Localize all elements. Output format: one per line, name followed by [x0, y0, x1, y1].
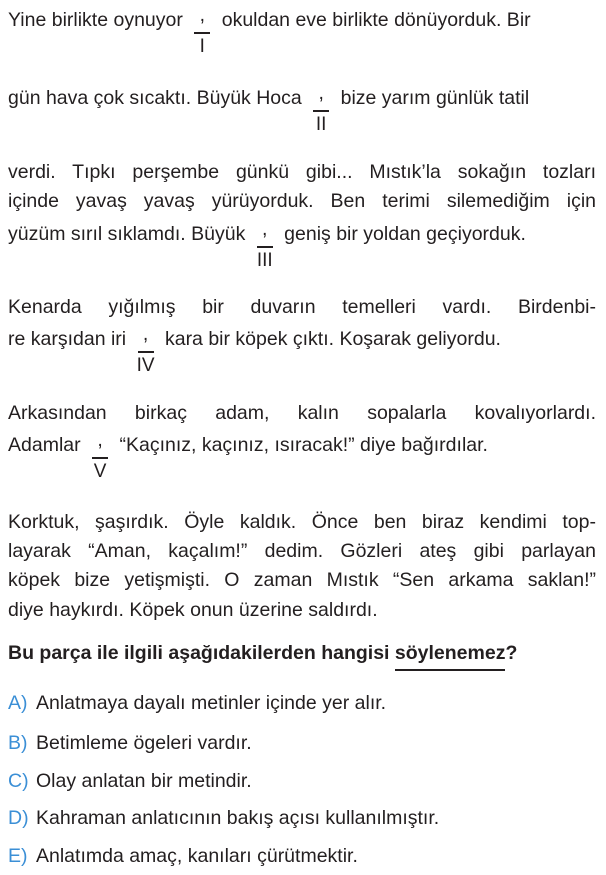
option-text: Anlatmaya dayalı metinler içinde yer alır.	[36, 692, 387, 714]
option-text: Betimleme ögeleri vardır.	[36, 732, 252, 754]
comma-mark: ,	[97, 429, 103, 451]
passage-text: Adamlar	[8, 434, 81, 456]
passage-line-4: içinde yavaş yavaş yürüyorduk. Ben terimi silemediğim için	[8, 190, 596, 212]
question-negative-word: söylenemez	[394, 642, 506, 664]
option-text: Olay anlatan bir metindir.	[36, 770, 252, 792]
passage-line-11: layarak “Aman, kaçalım!” dedim. Gözleri ateş gibi parlayan	[8, 540, 596, 562]
blank-rule	[257, 246, 273, 248]
passage-text: geniş bir yoldan geçiyorduk.	[284, 223, 526, 245]
passage-line-9	[8, 429, 596, 482]
option-d[interactable]	[8, 805, 439, 831]
option-b[interactable]	[8, 730, 252, 756]
comma-mark: ,	[142, 323, 149, 345]
passage-line-1	[8, 4, 596, 57]
blank-number: I	[199, 36, 205, 57]
passage-text: gün hava çok sıcaktı. Büyük Hoca	[8, 87, 302, 109]
passage-line-3: verdi. Tıpkı perşembe günkü gibi... Mıstık’la sokağın tozları	[8, 161, 596, 183]
passage-line-8: Arkasından birkaç adam, kalın sopalarla kovalıyorlardı.	[8, 402, 596, 424]
blank-rule	[92, 457, 108, 459]
blank-number: IV	[136, 355, 155, 376]
blank-rule	[194, 32, 210, 34]
option-a[interactable]	[8, 690, 386, 716]
passage-line-10: Korktuk, şaşırdık. Öyle kaldık. Önce ben biraz kendimi top-	[8, 511, 596, 533]
option-text: Anlatımda amaç, kanıları çürütmektir.	[36, 845, 358, 867]
passage-line-6: Kenarda yığılmış bir duvarın temelleri vardı. Birdenbi-	[8, 296, 596, 318]
comma-mark: ,	[262, 218, 268, 240]
blank-number: II	[315, 114, 327, 135]
option-letter: D)	[8, 807, 29, 829]
passage-text: re karşıdan iri	[8, 328, 127, 350]
option-letter: A)	[8, 692, 28, 714]
option-e[interactable]	[8, 843, 358, 869]
passage-text: kara bir köpek çıktı. Koşarak geliyordu.	[164, 328, 501, 350]
blank-marker-iii	[255, 218, 275, 271]
option-letter: C)	[8, 770, 29, 792]
passage-line-12: köpek bize yetişmişti. O zaman Mıstık “Sen arkama saklan!”	[8, 569, 596, 591]
question-stem	[8, 640, 598, 666]
option-letter: B)	[8, 732, 28, 754]
passage-line-13: diye haykırdı. Köpek onun üzerine saldırdı.	[8, 599, 378, 621]
passage-text: Yine birlikte oynuyor	[8, 9, 183, 31]
passage-text: bize yarım günlük tatil	[340, 87, 530, 109]
blank-number: V	[93, 461, 107, 482]
blank-marker-v	[90, 429, 110, 482]
option-c[interactable]	[8, 768, 252, 794]
passage-text: “Kaçınız, kaçınız, ısıracak!” diye bağırdılar.	[119, 434, 488, 456]
comma-mark: ,	[199, 4, 205, 26]
comma-mark: ,	[318, 82, 324, 104]
passage-line-2	[8, 82, 596, 135]
blank-marker-ii	[311, 82, 331, 135]
blank-rule	[313, 110, 329, 112]
option-text: Kahraman anlatıcının bakış açısı kullanılmıştır.	[36, 807, 440, 829]
passage-line-5	[8, 218, 596, 271]
question-text: Bu parça ile ilgili aşağıdakilerden hangisi	[8, 642, 390, 664]
option-letter: E)	[8, 845, 28, 867]
blank-marker-iv	[136, 323, 156, 376]
passage-line-7	[8, 323, 596, 376]
blank-marker-i	[192, 4, 212, 57]
blank-number: III	[256, 250, 273, 271]
blank-rule	[138, 351, 154, 353]
question-mark: ?	[505, 642, 518, 664]
passage-text: okuldan eve birlikte dönüyorduk. Bir	[221, 9, 531, 31]
passage-text: yüzüm sırıl sıklamdı. Büyük	[8, 223, 246, 245]
